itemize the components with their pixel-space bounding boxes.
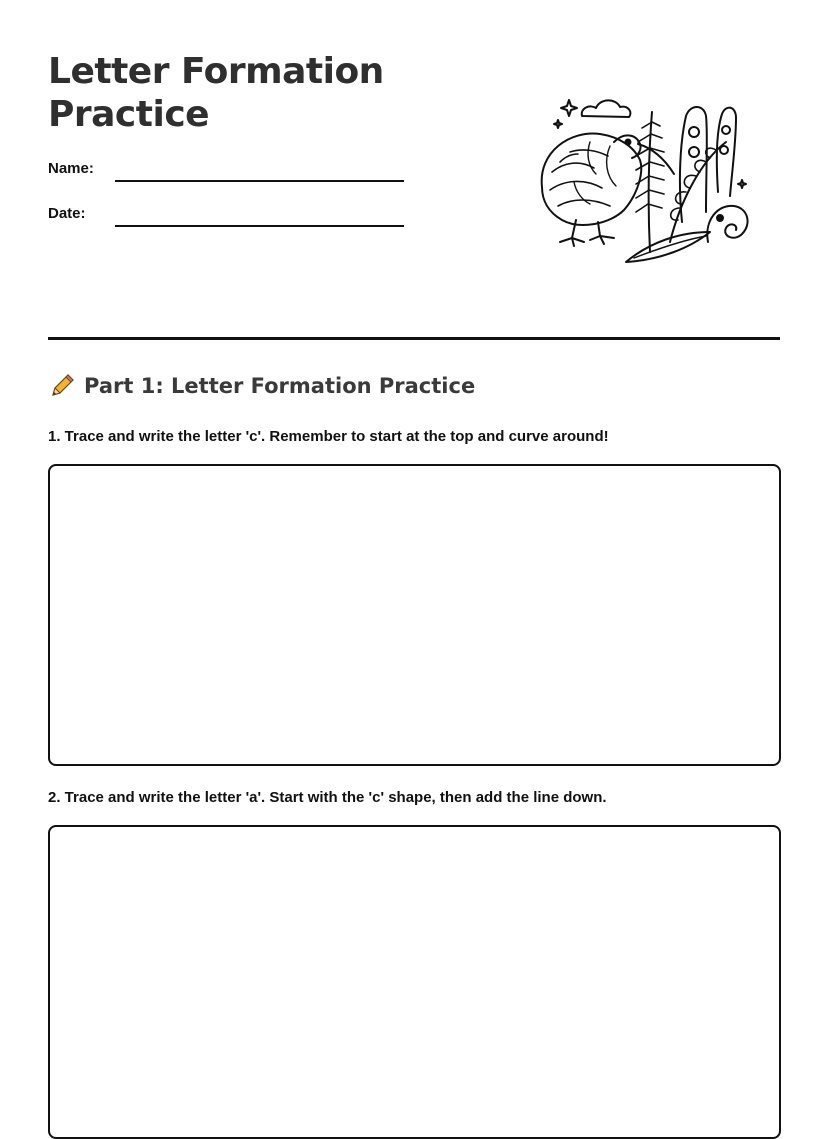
answer-box-2[interactable] <box>48 825 781 1139</box>
date-field[interactable] <box>115 225 404 227</box>
name-field[interactable] <box>115 180 404 182</box>
question-2-prompt: 2. Trace and write the letter 'a'. Start with the 'c' shape, then add the line down. <box>48 789 607 806</box>
question-1-prompt: 1. Trace and write the letter 'c'. Remember to start at the top and curve around! <box>48 428 609 445</box>
name-label: Name: <box>48 160 94 177</box>
section-divider <box>48 337 780 340</box>
title-line-1: Letter Formation <box>48 51 384 92</box>
section-heading-text: Part 1: Letter Formation Practice <box>84 374 476 398</box>
date-label: Date: <box>48 205 86 222</box>
page-title <box>48 50 384 136</box>
kiwi-bird-fern-koru-icon <box>530 92 752 264</box>
section-heading <box>48 372 475 400</box>
pencil-icon <box>48 372 76 400</box>
answer-box-1[interactable] <box>48 464 781 766</box>
title-line-2: Practice <box>48 94 210 135</box>
